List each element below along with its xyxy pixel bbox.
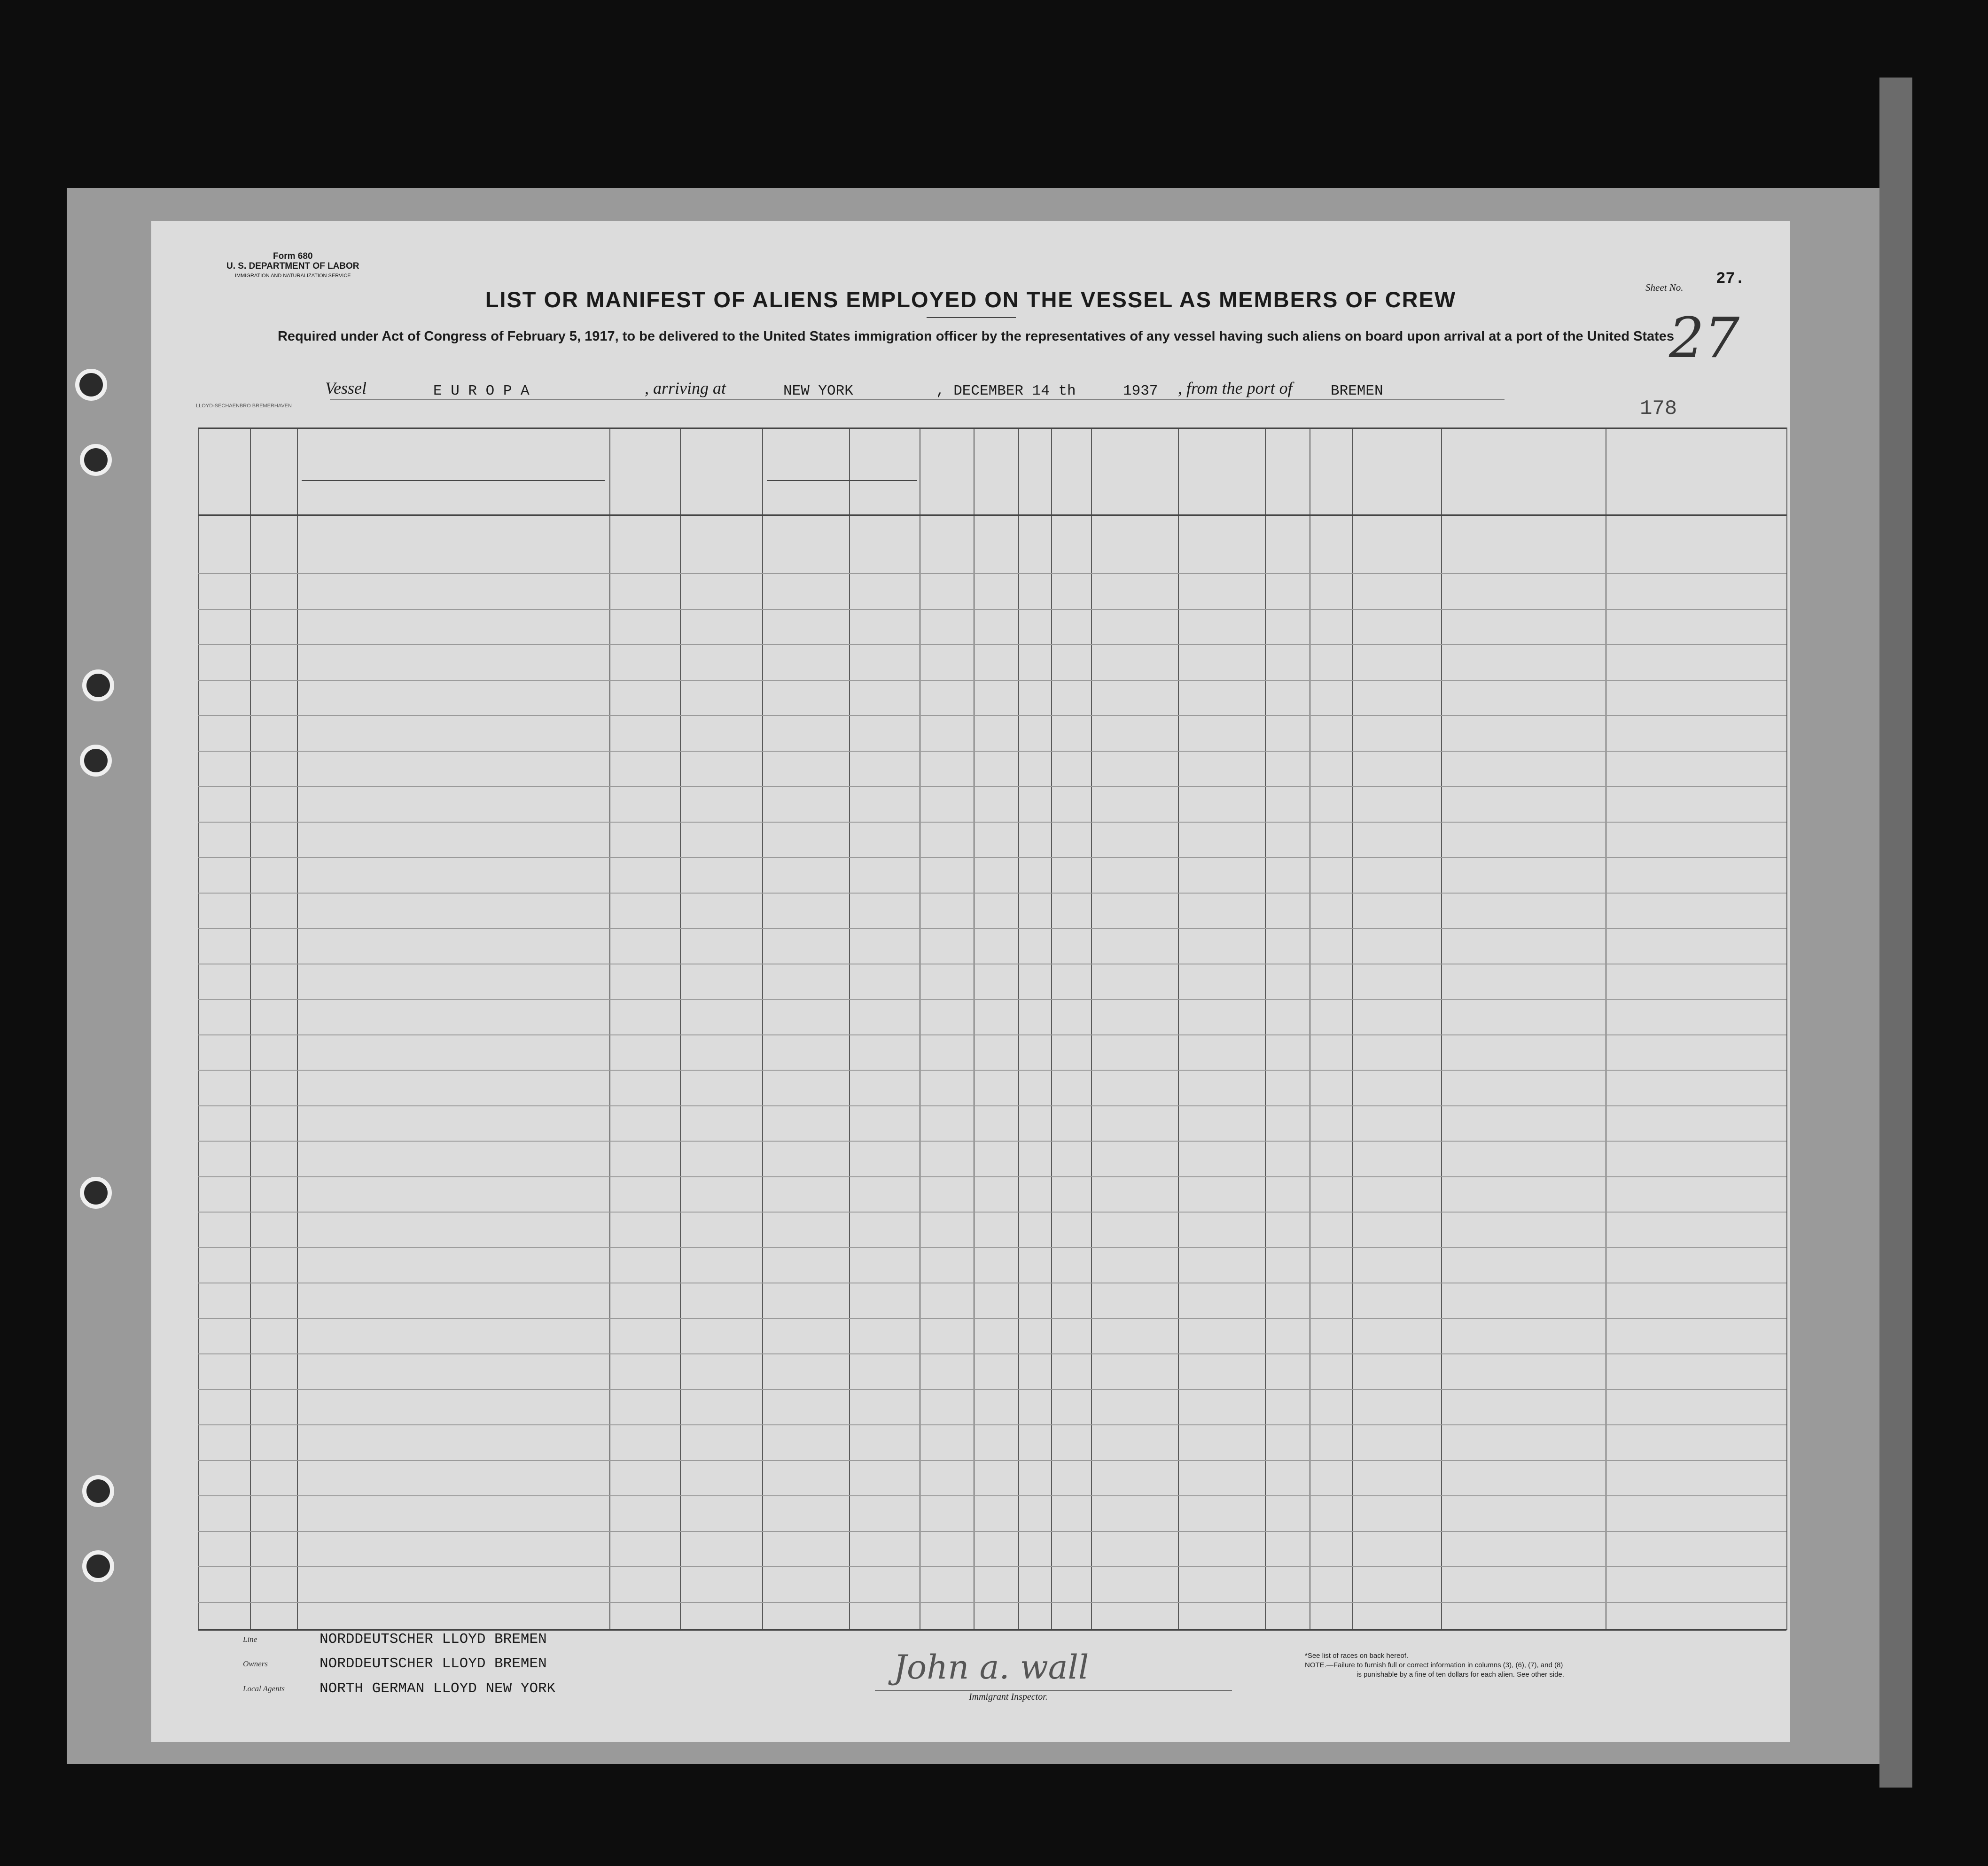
sheet-number-handwritten: 27	[1669, 305, 1740, 370]
handwritten-annotation: 178	[1640, 397, 1677, 420]
column-divider	[1441, 428, 1442, 1630]
binder-spine	[1879, 78, 1912, 1788]
row-rule	[198, 1353, 1786, 1354]
binder-hole	[80, 444, 112, 476]
from-port-label: , from the port of	[1178, 379, 1293, 397]
footnote-fine-2: is punishable by a fine of ten dollars for each alien. See other side.	[1357, 1671, 1564, 1679]
arrival-date: , DECEMBER 14 th	[936, 383, 1076, 399]
crew-table	[198, 428, 1786, 1630]
form-dept: U. S. DEPARTMENT OF LABOR	[226, 261, 359, 271]
column-divider	[1178, 428, 1179, 1630]
sheet-number: 27.	[1716, 270, 1745, 288]
binder-hole	[82, 1475, 114, 1507]
agents-value: NORTH GERMAN LLOYD NEW YORK	[320, 1680, 556, 1697]
departure-port: BREMEN	[1331, 383, 1383, 399]
column-divider	[198, 428, 199, 1630]
manifest-sheet	[151, 221, 1790, 1742]
row-rule	[198, 1495, 1786, 1496]
row-rule	[198, 1034, 1786, 1035]
row-rule	[198, 1247, 1786, 1248]
title-rule	[927, 317, 1016, 318]
row-rule	[198, 786, 1786, 787]
footnote	[1305, 1651, 1564, 1679]
column-divider	[250, 428, 251, 1630]
column-divider	[1091, 428, 1092, 1630]
subheader-rule-name	[302, 480, 605, 481]
binder-hole	[75, 369, 107, 401]
column-divider	[1051, 428, 1052, 1630]
column-divider	[680, 428, 681, 1630]
column-divider	[762, 428, 763, 1630]
column-divider	[1352, 428, 1353, 1630]
inspector-label: Immigrant Inspector.	[969, 1692, 1048, 1702]
page-subtitle: Required under Act of Congress of February 5, 1917, to be delivered to the United States immigration officer by the representatives of any vessel having such aliens on board upon arrival at a port of the United States	[277, 329, 1675, 344]
form-number: Form 680	[273, 251, 313, 261]
owners-value: NORDDEUTSCHER LLOYD BREMEN	[320, 1656, 547, 1672]
row-rule	[198, 680, 1786, 681]
row-rule	[198, 999, 1786, 1000]
form-bureau: IMMIGRATION AND NATURALIZATION SERVICE	[234, 273, 351, 279]
row-rule	[198, 1531, 1786, 1532]
owners-label: Owners	[243, 1659, 268, 1668]
header-top-rule	[198, 428, 1786, 429]
line-value: NORDDEUTSCHER LLOYD BREMEN	[320, 1631, 547, 1648]
row-rule	[198, 609, 1786, 610]
vessel-label: Vessel	[325, 379, 366, 397]
column-divider	[1265, 428, 1266, 1630]
header-bottom-rule	[198, 514, 1786, 516]
row-rule	[198, 928, 1786, 929]
inspector-signature: John a. wall	[894, 1648, 1089, 1687]
row-rule	[198, 1212, 1786, 1213]
binder-hole	[80, 1177, 112, 1209]
row-rule	[198, 715, 1786, 716]
row-rule	[198, 822, 1786, 823]
row-rule	[198, 644, 1786, 645]
vessel-rule	[330, 399, 1505, 400]
row-rule	[198, 1070, 1786, 1071]
row-rule	[198, 1566, 1786, 1567]
column-divider	[1786, 428, 1787, 1630]
row-rule	[198, 1460, 1786, 1461]
row-rule	[198, 1424, 1786, 1425]
binder-hole	[82, 669, 114, 701]
column-divider	[849, 428, 850, 1630]
form-header	[226, 251, 359, 281]
column-divider	[974, 428, 975, 1630]
row-rule	[198, 893, 1786, 894]
row-rule	[198, 1176, 1786, 1177]
row-rule	[198, 1318, 1786, 1319]
row-rule	[198, 857, 1786, 858]
footnote-fine-1: NOTE.—Failure to furnish full or correct information in columns (3), (6), (7), and (8)	[1305, 1661, 1563, 1669]
agents-label: Local Agents	[243, 1684, 285, 1693]
table-bottom-rule	[198, 1629, 1786, 1631]
signature-line	[875, 1690, 1232, 1691]
row-rule	[198, 1602, 1786, 1603]
line-label: Line	[243, 1635, 257, 1644]
binder-hole	[80, 745, 112, 777]
vessel-name: E U R O P A	[433, 383, 530, 399]
row-rule	[198, 1389, 1786, 1390]
page-title: LIST OR MANIFEST OF ALIENS EMPLOYED ON THE VESSEL AS MEMBERS OF CREW	[485, 287, 1457, 312]
row-rule	[198, 751, 1786, 752]
row-rule	[198, 573, 1786, 574]
column-divider	[609, 428, 610, 1630]
sheet-label: Sheet No.	[1645, 282, 1684, 293]
arrival-port: NEW YORK	[783, 383, 853, 399]
binder-hole	[82, 1550, 114, 1582]
column-divider	[1018, 428, 1019, 1630]
row-rule	[198, 1141, 1786, 1142]
arrival-year: 1937	[1123, 383, 1158, 399]
arriving-label: , arriving at	[645, 379, 726, 397]
subheader-rule-shipped	[767, 480, 917, 481]
column-divider	[297, 428, 298, 1630]
agency-stamp: LLOYD-SECHAENBRO BREMERHAVEN	[196, 403, 292, 409]
row-rule	[198, 1105, 1786, 1106]
footnote-races: *See list of races on back hereof.	[1305, 1652, 1409, 1660]
